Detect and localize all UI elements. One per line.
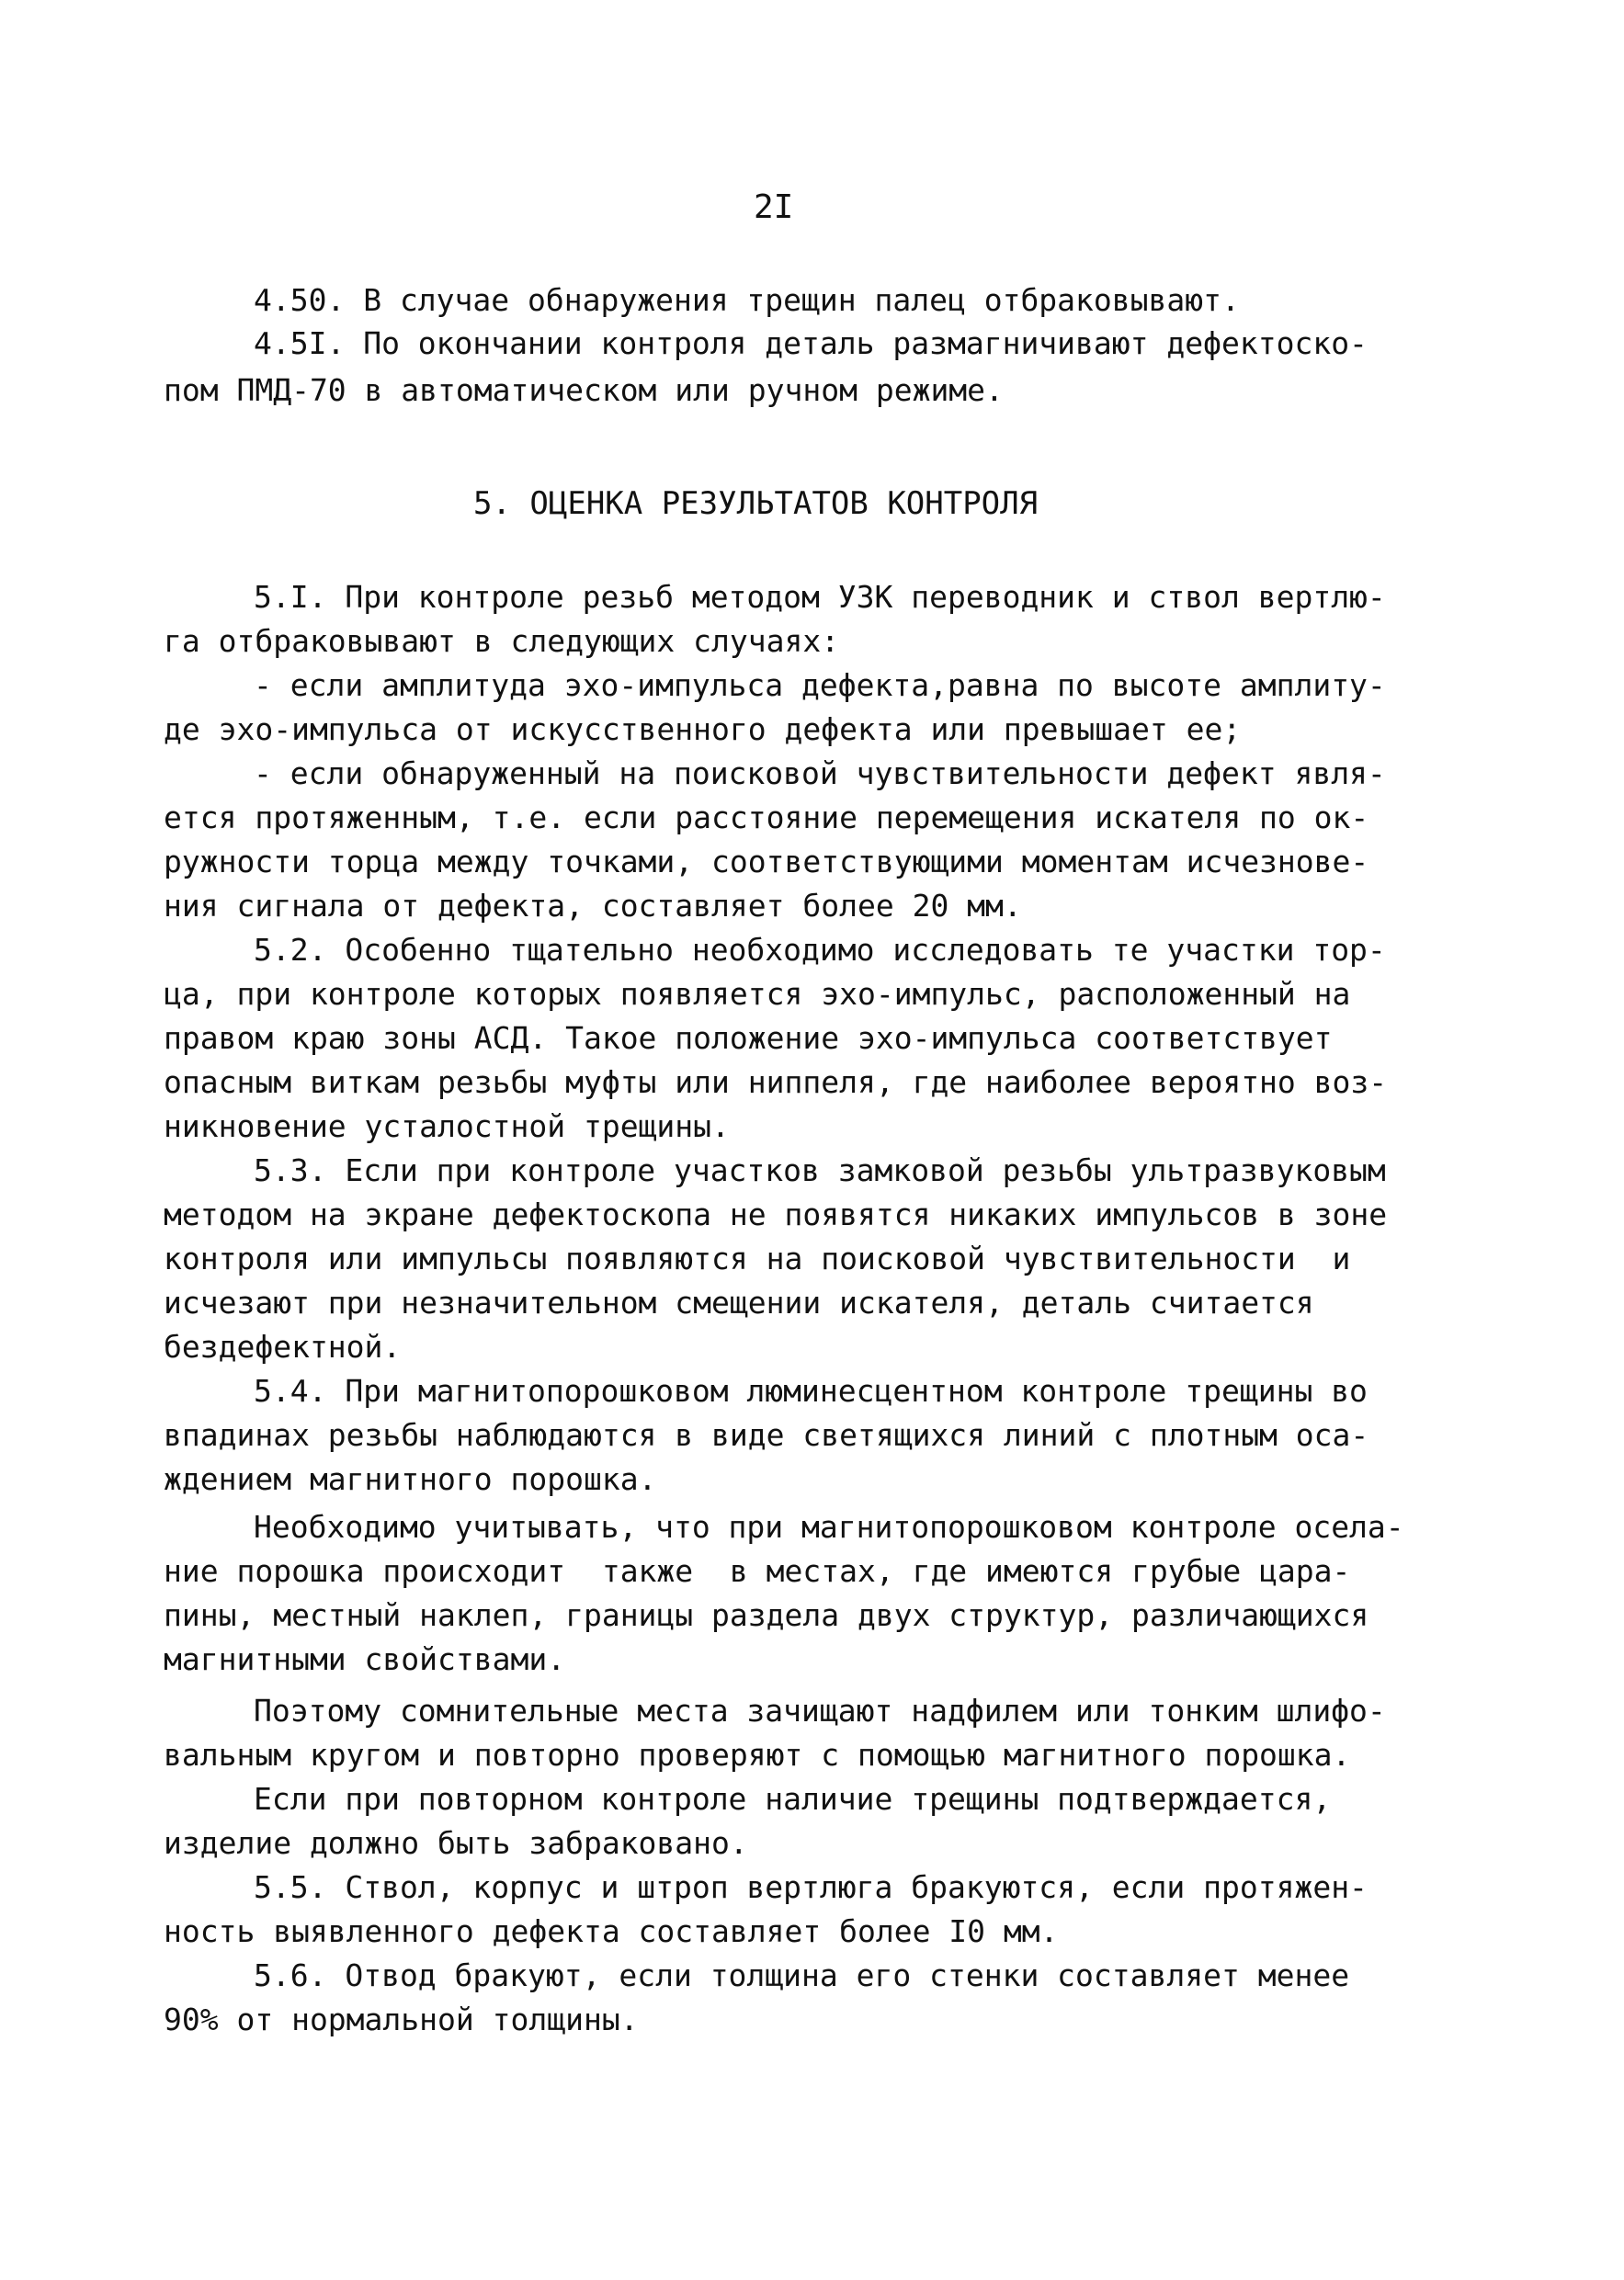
section-heading: 5. ОЦЕНКА РЕЗУЛЬТАТОВ КОНТРОЛЯ — [473, 485, 1039, 522]
paragraph-5-6-line-2: 90% от нормальной толщины. — [164, 2002, 639, 2037]
paragraph-5-1-line-6: ется протяженным, т.е. если расстояние перемещения искателя по ок- — [164, 800, 1369, 835]
paragraph-5-3-line-2: методом на экране дефектоскопа не появятся никаких импульсов в зоне — [164, 1197, 1388, 1232]
paragraph-5-3-line-5: бездефектной. — [164, 1329, 402, 1365]
paragraph-5-6-line-1: 5.6. Отвод бракуют, если толщина его стенки составляет менее — [254, 1957, 1350, 1993]
paragraph-5-3-line-4: исчезают при незначительном смещении искателя, деталь считается — [164, 1285, 1314, 1321]
paragraph-note-1-line-2: ние порошка происходит также в местах, где имеются грубые цара- — [164, 1553, 1351, 1589]
paragraph-4-50: 4.50. В случае обнаружения трещин палец отбраковывают. — [254, 282, 1240, 318]
page-number: 2I — [754, 188, 794, 226]
paragraph-5-2-line-2: ца, при контроле которых появляется эхо-импульс, расположенный на — [164, 976, 1351, 1012]
paragraph-note-3-line-1: Если при повторном контроле наличие трещины подтверждается, — [254, 1781, 1332, 1817]
paragraph-5-2-line-1: 5.2. Особенно тщательно необходимо исследовать те участки тор- — [254, 932, 1386, 968]
paragraph-5-3-line-1: 5.3. Если при контроле участков замковой резьбы ультразвуковым — [254, 1152, 1386, 1188]
paragraph-4-51-line-1: 4.5I. По окончании контроля деталь размагничивают дефектоско- — [254, 325, 1368, 361]
paragraph-5-1-line-8: ния сигнала от дефекта, составляет более 20 мм. — [164, 888, 1022, 924]
paragraph-5-4-line-1: 5.4. При магнитопорошковом люминесцентном контроле трещины во — [254, 1373, 1368, 1409]
paragraph-5-4-line-3: ждением магнитного порошка. — [164, 1461, 657, 1497]
paragraph-5-1-line-1: 5.I. При контроле резьб методом УЗК переводник и ствол вертлю- — [254, 579, 1386, 615]
paragraph-5-2-line-3: правом краю зоны АСД. Такое положение эхо-импульса соответствует — [164, 1020, 1333, 1056]
paragraph-5-4-line-2: впадинах резьбы наблюдаются в виде светящихся линий с плотным оса- — [164, 1417, 1369, 1453]
paragraph-5-1-line-3: - если амплитуда эхо-импульса дефекта,равна по высоте амплиту- — [254, 667, 1386, 703]
paragraph-note-1-line-3: пины, местный наклеп, границы раздела двух структур, различающихся — [164, 1597, 1369, 1633]
paragraph-4-51-line-2: пом ПМД-70 в автоматическом или ручном режиме. — [164, 372, 1004, 408]
paragraph-5-2-line-4: опасным виткам резьбы муфты или ниппеля, где наиболее вероятно воз- — [164, 1064, 1388, 1100]
paragraph-5-3-line-3: контроля или импульсы появляются на поисковой чувствительности и — [164, 1241, 1351, 1276]
paragraph-5-1-line-4: де эхо-импульса от искусственного дефекта или превышает ее; — [164, 711, 1242, 747]
paragraph-note-3-line-2: изделие должно быть забраковано. — [164, 1825, 748, 1861]
paragraph-note-1-line-1: Необходимо учитывать, что при магнитопорошковом контроле осела- — [254, 1509, 1404, 1545]
paragraph-note-1-line-4: магнитными свойствами. — [164, 1641, 566, 1677]
paragraph-5-5-line-1: 5.5. Ствол, корпус и штроп вертлюга бракуются, если протяжен- — [254, 1869, 1368, 1905]
paragraph-5-2-line-5: никновение усталостной трещины. — [164, 1108, 730, 1144]
paragraph-5-5-line-2: ность выявленного дефекта составляет более I0 мм. — [164, 1913, 1059, 1949]
paragraph-5-1-line-7: ружности торца между точками, соответствующими моментам исчезнове- — [164, 844, 1369, 879]
paragraph-5-1-line-2: га отбраковывают в следующих случаях: — [164, 623, 840, 659]
paragraph-note-2-line-2: вальным кругом и повторно проверяют с помощью магнитного порошка. — [164, 1737, 1351, 1773]
paragraph-5-1-line-5: - если обнаруженный на поисковой чувствительности дефект явля- — [254, 755, 1386, 791]
paragraph-note-2-line-1: Поэтому сомнительные места зачищают надфилем или тонким шлифо- — [254, 1693, 1386, 1729]
